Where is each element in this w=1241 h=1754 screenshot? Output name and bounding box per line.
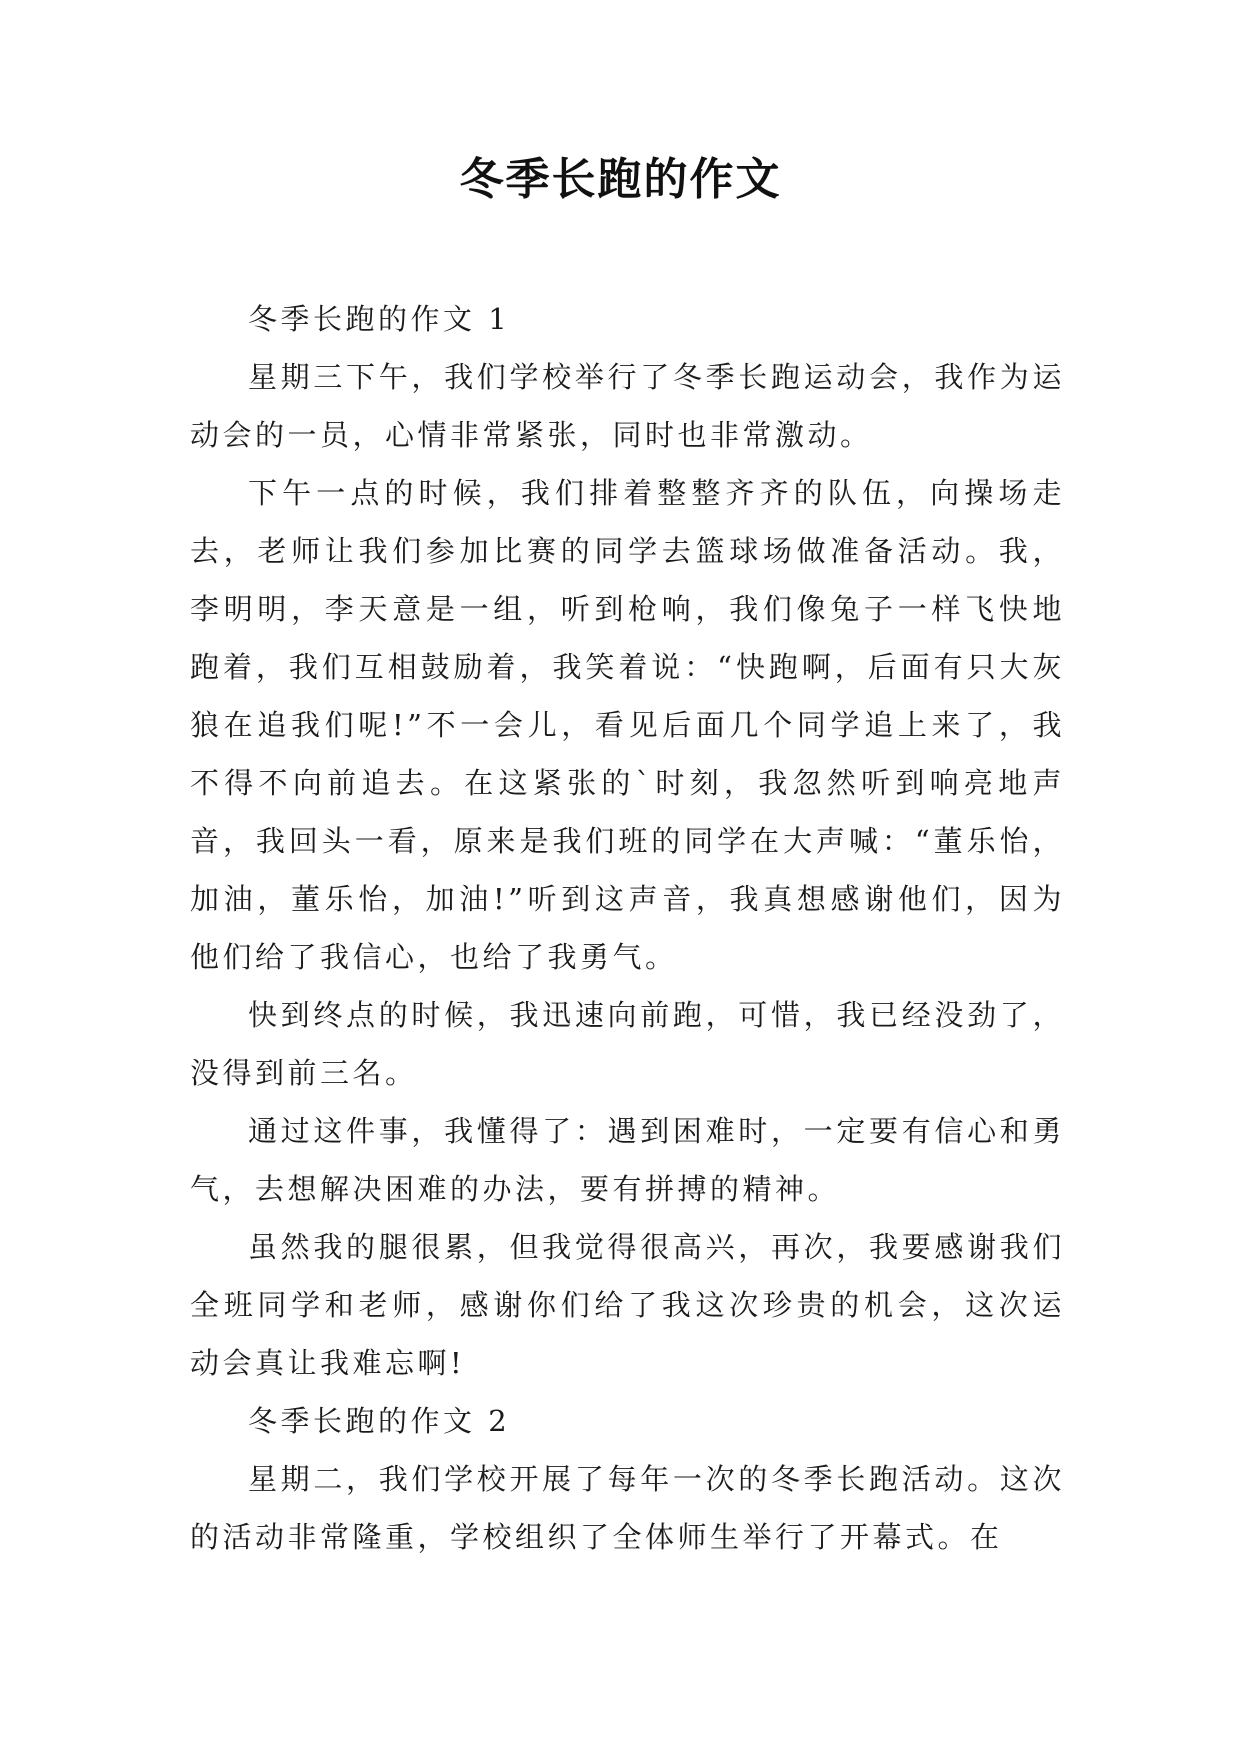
section-heading-1: 冬季长跑的作文 1 bbox=[248, 302, 511, 336]
document-body bbox=[190, 290, 1065, 1566]
paragraph: 通过这件事，我懂得了：遇到困难时，一定要有信心和勇气，去想解决困难的办法，要有拼搏的精神。 bbox=[190, 1114, 1065, 1206]
document-title: 冬季长跑的作文 bbox=[459, 154, 782, 205]
paragraph: 星期三下午，我们学校举行了冬季长跑运动会，我作为运动会的一员，心情非常紧张，同时也非常激动。 bbox=[190, 360, 1065, 452]
paragraph: 快到终点的时候，我迅速向前跑，可惜，我已经没劲了，没得到前三名。 bbox=[190, 998, 1065, 1090]
paragraph: 星期二，我们学校开展了每年一次的冬季长跑活动。这次的活动非常隆重，学校组织了全体师生举行了开幕式。在 bbox=[190, 1462, 1065, 1554]
paragraph: 虽然我的腿很累，但我觉得很高兴，再次，我要感谢我们全班同学和老师，感谢你们给了我这次珍贵的机会，这次运动会真让我难忘啊! bbox=[190, 1230, 1065, 1380]
paragraph: 下午一点的时候，我们排着整整齐齐的队伍，向操场走去，老师让我们参加比赛的同学去篮球场做准备活动。我，李明明，李天意是一组，听到枪响，我们像兔子一样飞快地跑着，我们互相鼓励着，我笑着说：“快跑啊，后面有只大灰狼在追我们呢!”不一会儿，看见后面几个同学追上来了，我不得不向前追去。在这紧张的`时刻，我忽然听到响亮地声音，我回头一看，原来是我们班的同学在大声喊：“董乐怡，加油，董乐怡，加油!”听到这声音，我真想感谢他们，因为他们给了我信心，也给了我勇气。 bbox=[190, 476, 1065, 974]
section-heading-2: 冬季长跑的作文 2 bbox=[248, 1404, 511, 1438]
